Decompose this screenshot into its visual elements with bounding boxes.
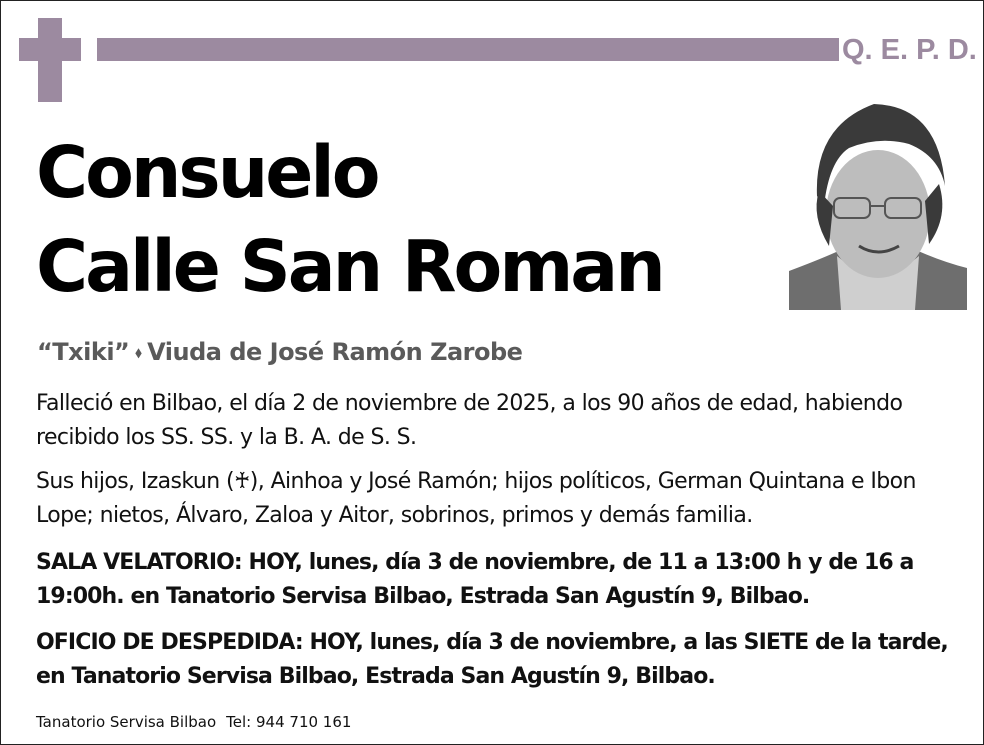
family-list: Sus hijos, Izaskun (♰), Ainhoa y José Ramón; hijos políticos, German Quintana e Ibon Lope; nietos, Álvaro, Zaloa y Aitor, sobrinos, primos y demás familia. bbox=[36, 469, 916, 528]
nickname: “Txiki” bbox=[37, 338, 130, 366]
farewell-info: OFICIO DE DESPEDIDA: HOY, lunes, día 3 de noviembre, a las SIETE de la tarde, en Tanatorio Servisa Bilbao, Estrada San Agustín 9, Bilbao. bbox=[36, 630, 948, 689]
header-bar bbox=[97, 38, 839, 61]
cross-icon-horizontal bbox=[19, 38, 81, 61]
death-notice: Falleció en Bilbao, el día 2 de noviembre de 2025, a los 90 años de edad, habiendo recibido los SS. SS. y la B. A. de S. S. bbox=[36, 391, 903, 450]
funeral-home-name: Tanatorio Servisa Bilbao bbox=[36, 713, 217, 731]
deceased-surnames: Calle San Roman bbox=[36, 225, 663, 308]
deceased-photo bbox=[789, 96, 967, 310]
portrait-image bbox=[789, 96, 967, 310]
footer bbox=[36, 713, 351, 731]
phone-number: Tel: 944 710 161 bbox=[226, 713, 352, 731]
subtitle-line bbox=[37, 338, 522, 366]
qepd-label: Q. E. P. D. bbox=[842, 34, 977, 66]
deceased-first-name: Consuelo bbox=[36, 131, 378, 214]
widow-of: Viuda de José Ramón Zarobe bbox=[147, 338, 523, 366]
diamond-separator-icon: ⬧ bbox=[135, 345, 142, 361]
wake-info: SALA VELATORIO: HOY, lunes, día 3 de noviembre, de 11 a 13:00 h y de 16 a 19:00h. en Tanatorio Servisa Bilbao, Estrada San Agustín 9, Bilbao. bbox=[36, 550, 914, 609]
